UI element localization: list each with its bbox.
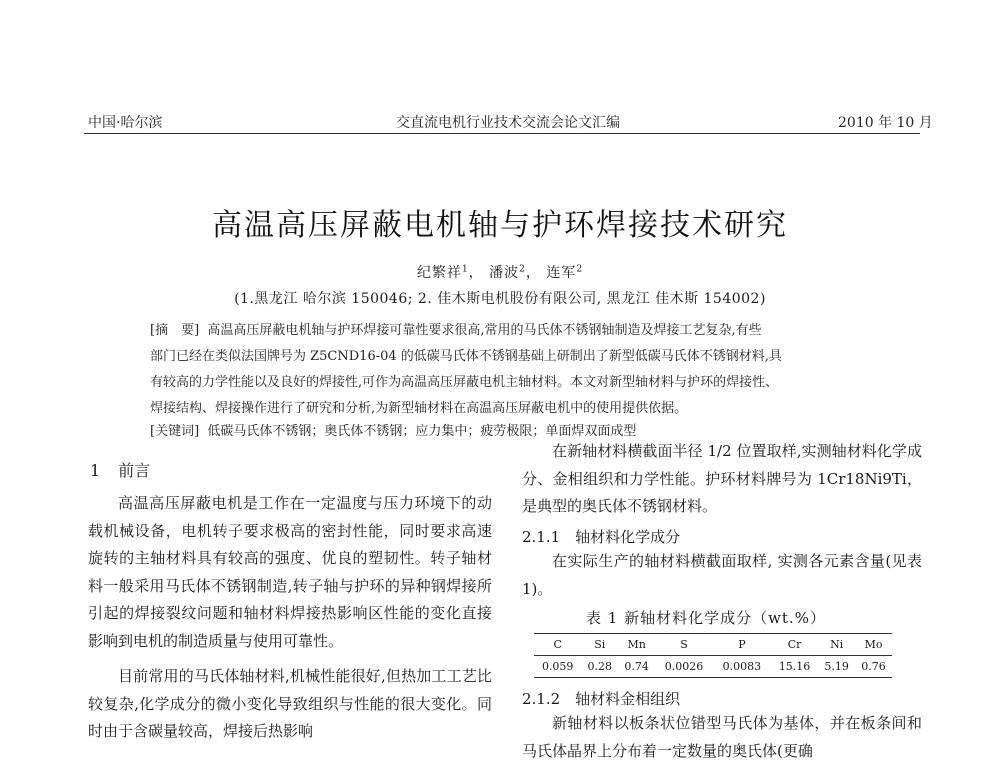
body-paragraph: 高温高压屏蔽电机是工作在一定温度与压力环境下的动载机械设备，电机转子要求极高的密封性能，同时要求高速旋转的主轴材料具有较高的强度、优良的塑韧性。转子轴材料一般采用马氏体不锈钢制造,转子轴与护环的异种钢焊接所引起的焊接裂纹问题和轴材料焊接热影响区性能的变化直接影响到电机的制造质量与使用可靠性。 (88, 494, 492, 650)
table-cell: 0.28 (587, 660, 613, 673)
abstract-line: 有较高的力学性能以及良好的焊接性,可作为高温高压屏蔽电机主轴材料。本文对新型轴材料与护环的焊接性、 (150, 375, 779, 390)
abstract-line: [摘 要] 高温高压屏蔽电机轴与护环焊接可靠性要求很高,常用的马氏体不锈钢轴制造及焊接工艺复杂,有些 (150, 323, 762, 338)
keywords-text: 低碳马氏体不锈钢；奥氏体不锈钢；应力集中；疲劳极限；单面焊双面成型 (207, 424, 637, 439)
keywords-label: [关键词] (150, 424, 200, 439)
right-column-para-212 (522, 710, 922, 765)
table-header-cell: Cr (787, 638, 802, 651)
section-heading-intro (90, 458, 150, 481)
right-column-para-211 (522, 548, 922, 603)
body-paragraph: 在新轴材料横截面半径 1/2 位置取样,实测轴材料化学成分、金相组织和力学性能。护环材料牌号为 1Cr18Ni9Ti，是典型的奥氏体不锈钢材料。 (522, 442, 922, 515)
table-row (534, 656, 892, 678)
author-name: 潘波 (489, 265, 520, 281)
header-proceedings: 交直流电机行业技术交流会论文汇编 (396, 115, 620, 131)
table-cell: 5.19 (824, 660, 849, 673)
table-header-cell: Mo (864, 638, 883, 651)
paper-title: 高温高压屏蔽电机轴与护环焊接技术研究 (212, 208, 788, 243)
table-header-cell: Ni (830, 638, 844, 651)
abstract (150, 318, 868, 422)
keywords (150, 420, 868, 439)
table-header-cell: C (553, 638, 562, 651)
table-cell: 0.0026 (664, 660, 704, 673)
header-location: 中国·哈尔滨 (88, 115, 163, 131)
table-cell: 0.76 (861, 660, 886, 673)
subsection-heading-2-1-2: 2.1.2 轴材料金相组织 (522, 690, 681, 708)
table-header-cell: P (738, 638, 746, 651)
author-name: 纪繁祥 (416, 265, 462, 281)
table-header-cell: Si (594, 638, 606, 651)
abstract-line: 部门已经在类似法国牌号为 Z5CND16-04 的低碳马氏体不锈钢基础上研制出了新型低碳马氏体不锈钢材料,具 (150, 349, 782, 364)
right-column (522, 438, 922, 521)
affiliations: (1.黑龙江 哈尔滨 150046; 2. 佳木斯电机股份有限公司, 黑龙江 佳木斯 154002) (234, 291, 766, 307)
body-paragraph: 目前常用的马氏体轴材料,机械性能很好,但热加工工艺比较复杂,化学成分的微小变化导致组织与性能的很大变化。同时由于含碳量较高，焊接后热影响 (88, 667, 492, 740)
composition-table (534, 633, 892, 678)
author-name: 连军 (546, 265, 577, 281)
section-number: 1 (90, 461, 101, 480)
author-affil-mark: 1 (461, 264, 469, 275)
table-header-cell: S (680, 638, 688, 651)
table-cell: 15.16 (778, 660, 811, 673)
abstract-line: 焊接结构、焊接操作进行了研究和分析,为新型轴材料在高温高压屏蔽电机中的使用提供依据。 (150, 401, 688, 416)
body-paragraph: 新轴材料以板条状位错型马氏体为基体，并在板条间和马氏体晶界上分布着一定数量的奥氏体(更确 (522, 714, 922, 760)
table-cell: 0.74 (624, 660, 649, 673)
body-paragraph: 在实际生产的轴材料横截面取样, 实测各元素含量(见表 1)。 (522, 552, 922, 598)
table-header-cell: Mn (627, 638, 646, 651)
table-cell: 0.059 (541, 660, 574, 673)
table-title: 表 1 新轴材料化学成分（wt.%） (586, 609, 826, 627)
abstract-label: [摘 要] (150, 323, 200, 338)
section-title: 前言 (118, 461, 151, 480)
table-cell: 0.0083 (722, 660, 762, 673)
header-rule (84, 133, 920, 134)
subsection-heading-2-1-1: 2.1.1 轴材料化学成分 (522, 528, 681, 546)
author-affil-mark: 2 (576, 264, 584, 275)
author-affil-mark: 2 (519, 264, 526, 275)
left-column (88, 490, 492, 746)
table-header-row (534, 634, 892, 656)
author-list: 纪繁祥$^1$， 潘波$^2$， 连军$^2$ (416, 264, 584, 281)
header-date: 2010 年 10 月 (838, 115, 933, 131)
